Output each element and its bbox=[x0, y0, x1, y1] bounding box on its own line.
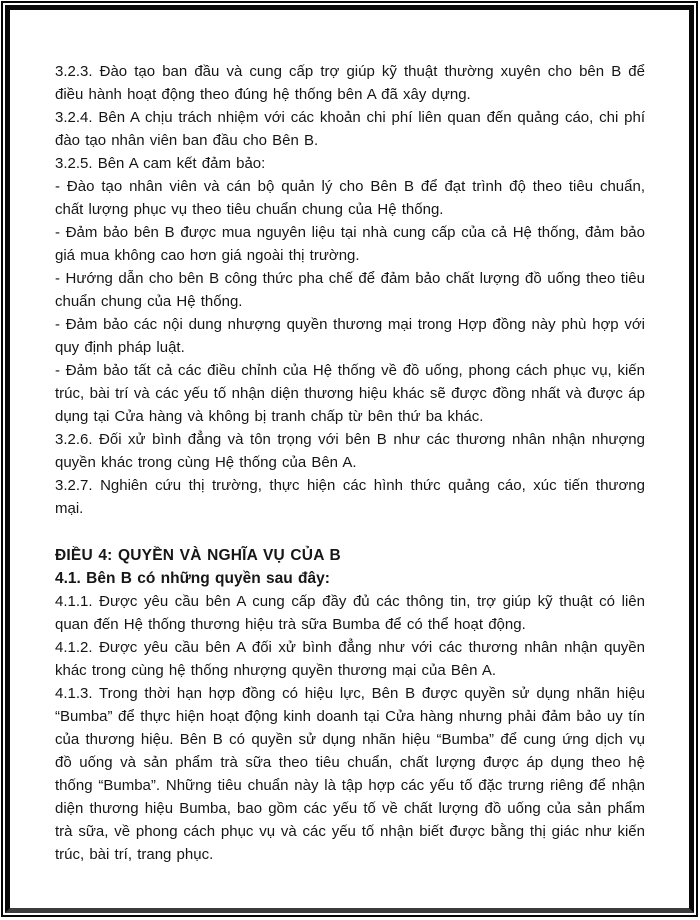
document-page bbox=[10, 10, 689, 866]
section-heading-dieu-4: ĐIỀU 4: QUYỀN VÀ NGHĨA VỤ CỦA B bbox=[55, 547, 341, 564]
clause-4-1-2: 4.1.2. Được yêu cầu bên A đối xử bình đẳng như với các thương nhân nhận quyền khác trong cùng hệ thống nhượng quyền thương mại của Bên A. bbox=[55, 639, 645, 679]
subsection-heading-4-1: 4.1. Bên B có những quyền sau đây: bbox=[55, 570, 330, 587]
commitment-item-legal: - Đảm bảo các nội dung nhượng quyền thương mại trong Hợp đồng này phù hợp với quy định pháp luật. bbox=[55, 316, 645, 356]
commitment-item-recipe: - Hướng dẫn cho bên B công thức pha chế để đảm bảo chất lượng đồ uống theo tiêu chuẩn chung của Hệ thống. bbox=[55, 270, 645, 310]
clause-3-2-4: 3.2.4. Bên A chịu trách nhiệm với các khoản chi phí liên quan đến quảng cáo, chi phí đào tạo nhân viên ban đầu cho Bên B. bbox=[55, 109, 645, 149]
clause-4-1-3: 4.1.3. Trong thời hạn hợp đồng có hiệu lực, Bên B được quyền sử dụng nhãn hiệu “Bumba” để thực hiện hoạt động kinh doanh tại Cửa hàng nhưng phải đảm bảo uy tín của thương hiệu. Bên B có quyền sử dụng nhãn hiệu “Bumba” để cung ứng dịch vụ đồ uống và sản phẩm trà sữa theo tiêu chuẩn, chất lượng được áp dụng theo hệ thống “Bumba”. Những tiêu chuẩn này là tập hợp các yếu tố đặc trưng riêng để nhận diện thương hiệu Bumba, bao gồm các yếu tố về chất lượng đồ uống của sản phẩm trà sữa, về phong cách phục vụ và các yếu tố nhận biết được bằng thị giác như kiến trúc, bài trí, trang phục. bbox=[55, 685, 645, 863]
clause-3-2-3: 3.2.3. Đào tạo ban đầu và cung cấp trợ giúp kỹ thuật thường xuyên cho bên B để điều hành hoạt động theo đúng hệ thống bên A đã xây dựng. bbox=[55, 63, 645, 103]
commitment-item-supply: - Đảm bảo bên B được mua nguyên liệu tại nhà cung cấp của cả Hệ thống, đảm bảo giá mua không cao hơn giá ngoài thị trường. bbox=[55, 224, 645, 264]
clause-3-2-7: 3.2.7. Nghiên cứu thị trường, thực hiện các hình thức quảng cáo, xúc tiến thương mại. bbox=[55, 477, 645, 517]
page-frame-outer bbox=[1, 1, 698, 917]
commitment-item-identity: - Đảm bảo tất cả các điều chỉnh của Hệ thống về đồ uống, phong cách phục vụ, kiến trúc, bài trí và các yếu tố nhận diện thương hiệu khác sẽ được đồng nhất và được áp dụng tại Cửa hàng và không bị tranh chấp từ bên thứ ba khác. bbox=[55, 362, 645, 425]
clause-3-2-5: 3.2.5. Bên A cam kết đảm bảo: bbox=[55, 155, 266, 172]
commitment-item-training: - Đào tạo nhân viên và cán bộ quản lý cho Bên B để đạt trình độ theo tiêu chuẩn, chất lượng phục vụ theo tiêu chuẩn chung của Hệ thống. bbox=[55, 178, 645, 218]
clause-4-1-1: 4.1.1. Được yêu cầu bên A cung cấp đầy đủ các thông tin, trợ giúp kỹ thuật có liên quan đến Hệ thống thương hiệu trà sữa Bumba để có thể hoạt động. bbox=[55, 593, 645, 633]
page-frame-inner bbox=[5, 5, 694, 913]
clause-3-2-6: 3.2.6. Đối xử bình đẳng và tôn trọng với bên B như các thương nhân nhận nhượng quyền khác trong cùng Hệ thống của Bên A. bbox=[55, 431, 645, 471]
